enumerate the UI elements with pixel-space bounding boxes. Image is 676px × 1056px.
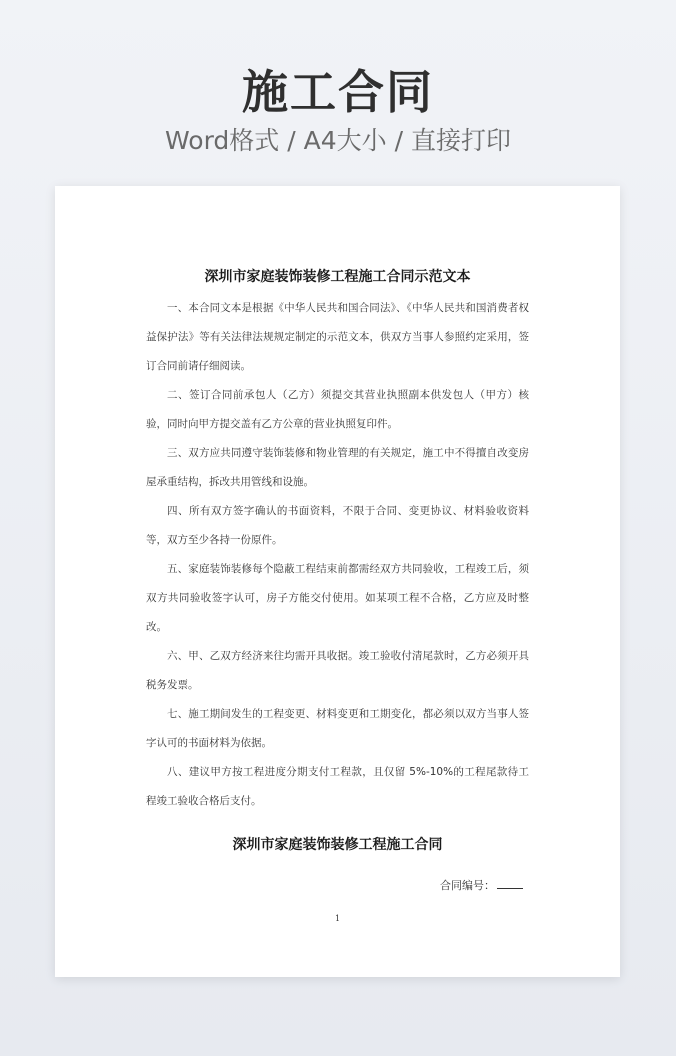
contract-number-label: 合同编号： xyxy=(440,879,495,892)
document-body xyxy=(146,266,529,895)
banner-title: 施工合同 xyxy=(242,65,434,119)
banner-subtitle: Word格式 / A4大小 / 直接打印 xyxy=(165,126,511,155)
clause-2: 二、签订合同前承包人（乙方）须提交其营业执照副本供发包人（甲方）核验，同时向甲方提交盖有乙方公章的营业执照复印件。 xyxy=(146,389,529,430)
contract-title: 深圳市家庭装饰装修工程施工合同 xyxy=(232,837,443,853)
document-heading: 深圳市家庭装饰装修工程施工合同示范文本 xyxy=(204,269,471,285)
clause-7: 七、施工期间发生的工程变更、材料变更和工期变化，都必须以双方当事人签字认可的书面材料为依据。 xyxy=(146,708,529,749)
page-number: 1 xyxy=(334,914,341,923)
banner xyxy=(0,62,676,158)
contract-number-blank xyxy=(497,876,523,889)
contract-number-row xyxy=(146,876,529,895)
clause-5: 五、家庭装饰装修每个隐蔽工程结束前都需经双方共同验收，工程竣工后，须双方共同验收签字认可，房子方能交付使用。如某项工程不合格，乙方应及时整改。 xyxy=(146,563,529,633)
clause-3: 三、双方应共同遵守装饰装修和物业管理的有关规定，施工中不得擅自改变房屋承重结构，拆改共用管线和设施。 xyxy=(146,447,529,488)
clause-4: 四、所有双方签字确认的书面资料，不限于合同、变更协议、材料验收资料等，双方至少各持一份原件。 xyxy=(146,505,529,546)
clause-1: 一、本合同文本是根据《中华人民共和国合同法》、《中华人民共和国消费者权益保护法》等有关法律法规规定制定的示范文本，供双方当事人参照约定采用，签订合同前请仔细阅读。 xyxy=(146,302,529,372)
document-page xyxy=(55,186,620,977)
clause-8: 八、建议甲方按工程进度分期支付工程款，且仅留 5%-10%的工程尾款待工程竣工验收合格后支付。 xyxy=(146,766,529,807)
clause-6: 六、甲、乙双方经济来往均需开具收据。竣工验收付清尾款时，乙方必须开具税务发票。 xyxy=(146,650,529,691)
